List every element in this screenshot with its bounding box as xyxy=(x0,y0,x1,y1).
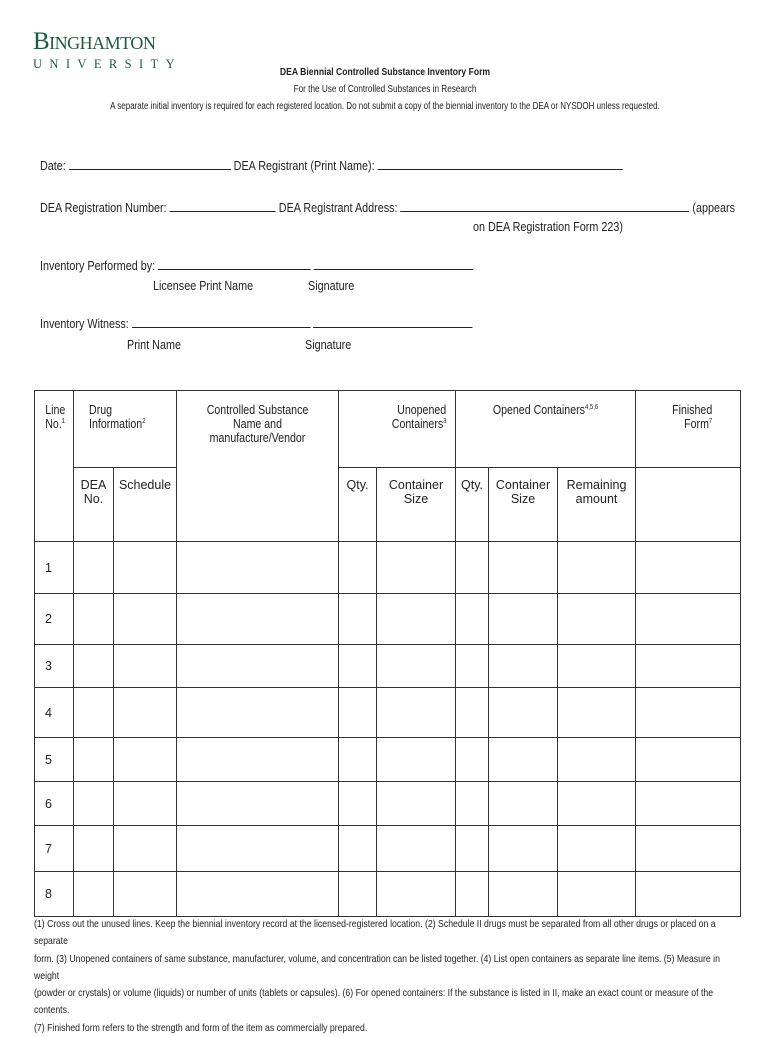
table-row xyxy=(35,738,741,782)
header-row-1 xyxy=(35,391,741,468)
table-cell[interactable] xyxy=(74,826,114,872)
table-cell[interactable] xyxy=(489,542,558,594)
table-cell[interactable] xyxy=(114,872,177,917)
date-field[interactable] xyxy=(69,157,231,170)
table-cell[interactable] xyxy=(489,782,558,826)
form-title: DEA Biennial Controlled Substance Inventory Form xyxy=(279,66,491,78)
table-cell[interactable] xyxy=(558,688,636,738)
schedule-header: Schedule xyxy=(114,468,177,542)
opened-containers-header: Opened Containers$^{4,5,6}$ xyxy=(456,391,636,468)
table-cell[interactable] xyxy=(636,688,741,738)
licensee-print-field[interactable] xyxy=(158,257,311,270)
performed-by-line xyxy=(40,257,473,273)
table-cell[interactable] xyxy=(114,782,177,826)
table-cell[interactable] xyxy=(377,688,456,738)
table-row xyxy=(35,782,741,826)
table-cell[interactable] xyxy=(377,594,456,645)
table-cell[interactable] xyxy=(377,872,456,917)
table-cell[interactable] xyxy=(74,688,114,738)
performed-by-label: Inventory Performed by: xyxy=(40,258,156,273)
table-cell[interactable] xyxy=(489,594,558,645)
table-cell[interactable] xyxy=(456,738,489,782)
date-label: Date: xyxy=(40,158,66,173)
table-cell[interactable] xyxy=(489,645,558,688)
form-subtitle: For the Use of Controlled Substances in Research xyxy=(293,84,477,95)
container-size-header: Container Size xyxy=(377,468,456,542)
table-cell[interactable] xyxy=(377,645,456,688)
table-cell[interactable] xyxy=(177,542,339,594)
table-cell[interactable] xyxy=(74,542,114,594)
table-cell[interactable] xyxy=(74,872,114,917)
line-number: 4 xyxy=(35,688,74,738)
table-cell[interactable] xyxy=(377,782,456,826)
licensee-signature-field[interactable] xyxy=(314,257,473,270)
table-cell[interactable] xyxy=(456,872,489,917)
table-cell[interactable] xyxy=(339,782,377,826)
table-cell[interactable] xyxy=(558,645,636,688)
table-cell[interactable] xyxy=(558,542,636,594)
table-row xyxy=(35,872,741,917)
table-cell[interactable] xyxy=(177,645,339,688)
table-cell[interactable] xyxy=(456,645,489,688)
table-cell[interactable] xyxy=(489,872,558,917)
registrant-address-field[interactable] xyxy=(401,199,690,212)
inventory-table xyxy=(34,390,741,917)
unopened-containers-header: Unopened Containers$^3$ xyxy=(339,391,456,468)
table-cell[interactable] xyxy=(636,594,741,645)
table-cell[interactable] xyxy=(177,738,339,782)
table-cell[interactable] xyxy=(74,782,114,826)
table-cell[interactable] xyxy=(456,594,489,645)
table-cell[interactable] xyxy=(558,738,636,782)
line-no-header: Line No.$^1$ xyxy=(35,391,74,542)
table-cell[interactable] xyxy=(489,826,558,872)
table-cell[interactable] xyxy=(177,688,339,738)
signature-caption-2: Signature xyxy=(305,337,352,352)
table-cell[interactable] xyxy=(558,872,636,917)
table-cell[interactable] xyxy=(339,826,377,872)
table-cell[interactable] xyxy=(74,594,114,645)
line-number: 1 xyxy=(35,542,74,594)
date-registrant-line xyxy=(40,157,622,173)
table-cell[interactable] xyxy=(74,645,114,688)
table-cell[interactable] xyxy=(377,826,456,872)
footnote-line-4: (7) Finished form refers to the strength and form of the item as commercially prepared. xyxy=(34,1021,368,1034)
footnote-line-3: (powder or crystals) or volume (liquids) or number of units (tablets or capsules). (6) For opened containers: If the substance is listed in II, make an exact count or measure of the contents. xyxy=(34,987,714,1017)
table-cell[interactable] xyxy=(456,782,489,826)
registrant-name-field[interactable] xyxy=(378,157,623,170)
line-number: 7 xyxy=(35,826,74,872)
table-cell[interactable] xyxy=(114,645,177,688)
dea-no-header: DEA No. xyxy=(74,468,114,542)
witness-label: Inventory Witness: xyxy=(40,316,129,331)
line-number: 8 xyxy=(35,872,74,917)
logo-name: Binghamton xyxy=(33,28,156,55)
registrant-label: DEA Registrant (Print Name): xyxy=(233,158,375,173)
appears-text: (appears xyxy=(692,200,735,215)
table-row xyxy=(35,645,741,688)
table-cell[interactable] xyxy=(636,872,741,917)
table-cell[interactable] xyxy=(114,826,177,872)
reg-number-field[interactable] xyxy=(170,199,276,212)
table-cell[interactable] xyxy=(636,542,741,594)
footnote-line-2: form. (3) Unopened containers of same substance, manufacturer, volume, and concentration can be listed together. (4) List open containers as separate line items. (5) Measure in weight xyxy=(34,952,720,982)
table-cell[interactable] xyxy=(377,738,456,782)
line-number: 5 xyxy=(35,738,74,782)
witness-signature-field[interactable] xyxy=(313,315,472,328)
table-cell[interactable] xyxy=(377,542,456,594)
table-cell[interactable] xyxy=(456,826,489,872)
table-cell[interactable] xyxy=(177,826,339,872)
licensee-print-name-caption: Licensee Print Name xyxy=(153,278,254,293)
appears-text-2: on DEA Registration Form 223) xyxy=(473,219,623,234)
controlled-substance-header: Controlled Substance Name and manufacture/Vendor xyxy=(177,391,339,542)
table-cell[interactable] xyxy=(339,688,377,738)
table-cell[interactable] xyxy=(558,826,636,872)
table-cell[interactable] xyxy=(114,594,177,645)
table-cell[interactable] xyxy=(636,645,741,688)
witness-line xyxy=(40,315,473,331)
header-row-2 xyxy=(35,468,741,542)
table-cell[interactable] xyxy=(489,688,558,738)
table-cell[interactable] xyxy=(489,738,558,782)
signature-caption-1: Signature xyxy=(308,278,355,293)
opened-container-size-header: Container Size xyxy=(489,468,558,542)
table-cell[interactable] xyxy=(339,542,377,594)
opened-qty-header: Qty. xyxy=(456,468,489,542)
line-number: 3 xyxy=(35,645,74,688)
line-number: 2 xyxy=(35,594,74,645)
table-cell[interactable] xyxy=(456,542,489,594)
table-cell[interactable] xyxy=(177,872,339,917)
table-row xyxy=(35,542,741,594)
table-cell[interactable] xyxy=(339,594,377,645)
drug-info-header: Drug Information$^2$ xyxy=(74,391,177,468)
table-cell[interactable] xyxy=(114,688,177,738)
table-cell[interactable] xyxy=(558,782,636,826)
table-cell[interactable] xyxy=(558,594,636,645)
qty-header: Qty. xyxy=(339,468,377,542)
form-note: A separate initial inventory is required for each registered location. Do not submit a copy of the biennial inventory to the DEA or NYSDOH unless requested. xyxy=(110,101,660,112)
table-cell[interactable] xyxy=(177,782,339,826)
remaining-amount-header: Remaining amount xyxy=(558,468,636,542)
print-name-caption: Print Name xyxy=(127,337,181,352)
table-cell[interactable] xyxy=(114,542,177,594)
table-cell[interactable] xyxy=(339,738,377,782)
table-cell[interactable] xyxy=(339,645,377,688)
footnote-line-1: (1) Cross out the unused lines. Keep the biennial inventory record at the licensed-registered location. (2) Schedule II drugs must be separated from all other drugs or placed on a separate xyxy=(34,918,716,948)
witness-print-field[interactable] xyxy=(132,315,310,328)
table-cell[interactable] xyxy=(456,688,489,738)
table-cell[interactable] xyxy=(339,872,377,917)
table-row xyxy=(35,688,741,738)
table-row xyxy=(35,826,741,872)
registration-line xyxy=(40,199,735,215)
finished-form-subcell xyxy=(636,468,741,542)
line-number: 6 xyxy=(35,782,74,826)
logo-university: UNIVERSITY xyxy=(33,57,182,71)
table-cell[interactable] xyxy=(74,738,114,782)
table-cell[interactable] xyxy=(177,594,339,645)
table-cell[interactable] xyxy=(636,782,741,826)
reg-number-label: DEA Registration Number: xyxy=(40,200,167,215)
table-cell[interactable] xyxy=(636,738,741,782)
table-cell[interactable] xyxy=(636,826,741,872)
table-cell[interactable] xyxy=(114,738,177,782)
registrant-address-label: DEA Registrant Address: xyxy=(278,200,398,215)
finished-form-header: Finished Form$^7$ xyxy=(636,391,741,468)
footnotes xyxy=(34,916,740,1037)
table-row xyxy=(35,594,741,645)
